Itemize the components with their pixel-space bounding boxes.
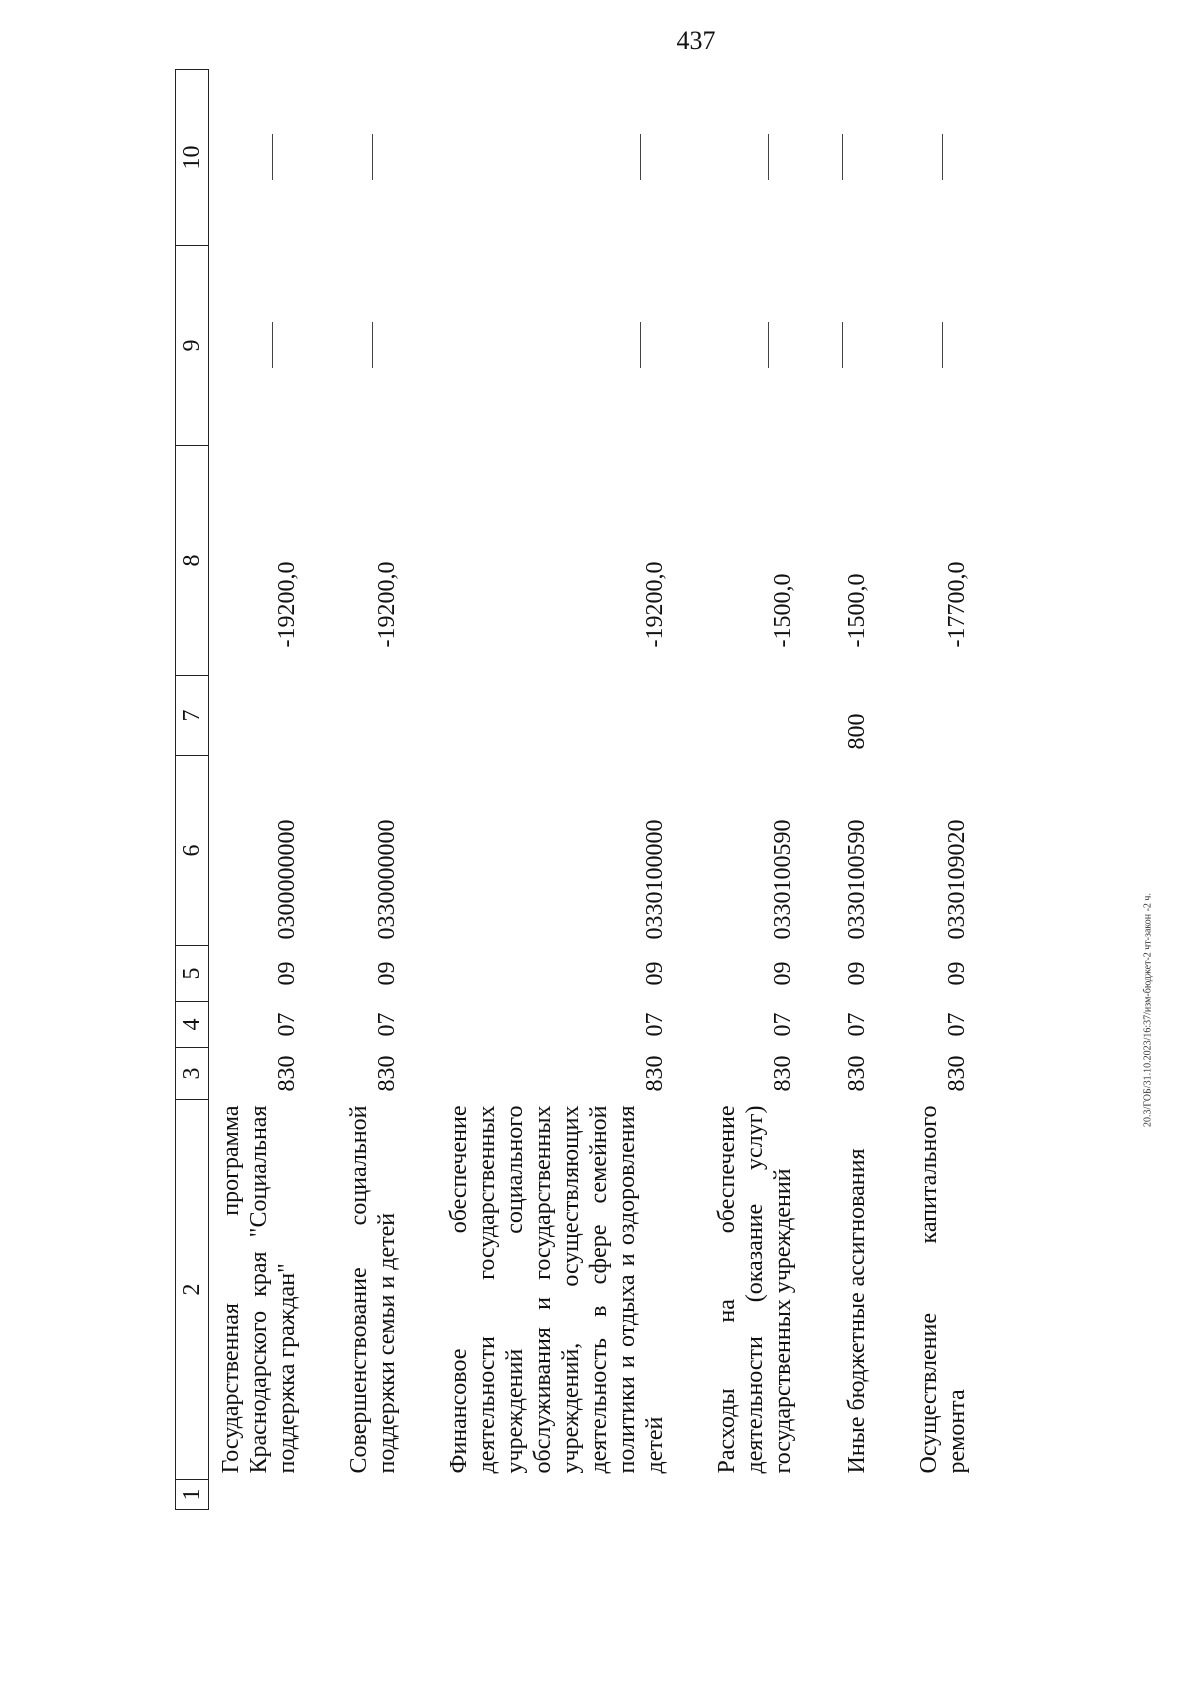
dash-cell [209,246,338,446]
dash-mark [942,323,971,369]
expense-type-cell [705,676,833,756]
description-cell: Государственная программа Краснодарского края "Социальная поддержка граждан" [218,1105,300,1474]
expense-type-cell: 800 [843,713,870,750]
table-row [437,70,705,1510]
column-header: 1 [176,1480,209,1510]
column-header: 4 [176,1002,209,1048]
column-header: 8 [176,446,209,676]
row-number-cell [437,1480,705,1510]
row-number-cell [833,1480,907,1510]
code-cell: 830 [642,1055,668,1092]
dash-cell [705,70,833,246]
dash-mark [372,323,401,369]
dash-cell [337,246,437,446]
amount-cell: -17700,0 [943,561,970,648]
target-code-cell: 0330000000 [374,819,400,940]
dash-mark [768,135,797,181]
target-code-cell: 0330109020 [943,819,970,940]
code-cell: 07 [642,1012,668,1037]
row-number-cell [705,1480,833,1510]
dash-mark [942,135,971,181]
code-cell: 07 [274,1012,300,1037]
target-code-cell: 0330100590 [843,819,870,940]
row-number-cell [209,1480,338,1510]
expense-type-cell [907,676,1007,756]
target-code-cell: 0330100000 [642,819,668,940]
table-row [337,70,437,1510]
column-header: 3 [176,1048,209,1100]
code-cell: 830 [843,1055,870,1092]
page-number: 437 [676,26,716,55]
description-cell: Иные бюджетные ассигнования [843,1148,870,1474]
column-header: 9 [176,246,209,446]
dash-cell [209,70,338,246]
target-code-cell: 0300000000 [274,819,300,940]
code-cell: 09 [770,961,796,986]
dash-cell [833,246,907,446]
dash-cell [907,70,1007,246]
description-cell: Расходы на обеспечение деятельности (оказание услуг) государственных учреждений [714,1105,796,1474]
expense-type-cell [437,676,705,756]
column-header: 5 [176,946,209,1002]
dash-mark [842,323,871,369]
dash-mark [372,135,401,181]
dash-cell [907,246,1007,446]
code-cell: 09 [843,961,870,986]
code-cell: 830 [943,1055,970,1092]
table-row [209,70,338,1510]
expense-type-cell [337,676,437,756]
code-cell: 09 [943,961,970,986]
code-cell: 830 [274,1055,300,1092]
row-number-cell [907,1480,1007,1510]
row-number-cell [337,1480,437,1510]
dash-mark [842,135,871,181]
dash-mark [272,323,301,369]
dash-mark [768,323,797,369]
code-cell: 07 [770,1012,796,1037]
description-cell: Совершенствование социальной поддержки семьи и детей [346,1105,400,1474]
document-footer-code: 20.3/ГОБ/31.10.2023/16:37/изм-бюджет-2 чт-закон -2 ч. [1142,893,1154,1127]
amount-cell: -19200,0 [274,561,300,648]
code-cell: 830 [770,1055,796,1092]
table-row [833,70,907,1510]
dash-mark [272,135,301,181]
target-code-cell: 0330100590 [770,819,796,940]
column-header: 6 [176,756,209,946]
code-cell: 07 [374,1012,400,1037]
description-cell: Осуществление капитального ремонта [915,1105,970,1474]
table-header-row [176,70,209,1510]
column-header: 7 [176,676,209,756]
expense-type-cell [209,676,338,756]
dash-mark [640,135,669,181]
budget-table [175,69,1007,1510]
rotated-table-container [175,70,1200,1510]
code-cell: 07 [843,1012,870,1037]
description-cell: Финансовое обеспечение деятельности государственных учреждений социального обслуживания и государственных учреждений, осуществляющих деятельность в сфере семейной политики и отдыха и оздоровления детей [446,1105,668,1474]
column-header: 2 [176,1100,209,1480]
code-cell: 07 [943,1012,970,1037]
amount-cell: -19200,0 [642,561,668,648]
dash-cell [437,70,705,246]
dash-cell [705,246,833,446]
code-cell: 09 [374,961,400,986]
dash-cell [833,70,907,246]
code-cell: 09 [642,961,668,986]
dash-mark [640,323,669,369]
table-row [705,70,833,1510]
amount-cell: -19200,0 [374,561,400,648]
code-cell: 09 [274,961,300,986]
dash-cell [337,70,437,246]
table-row [907,70,1007,1510]
amount-cell: -1500,0 [843,573,870,648]
code-cell: 830 [374,1055,400,1092]
amount-cell: -1500,0 [770,573,796,648]
column-header: 10 [176,70,209,246]
dash-cell [437,246,705,446]
